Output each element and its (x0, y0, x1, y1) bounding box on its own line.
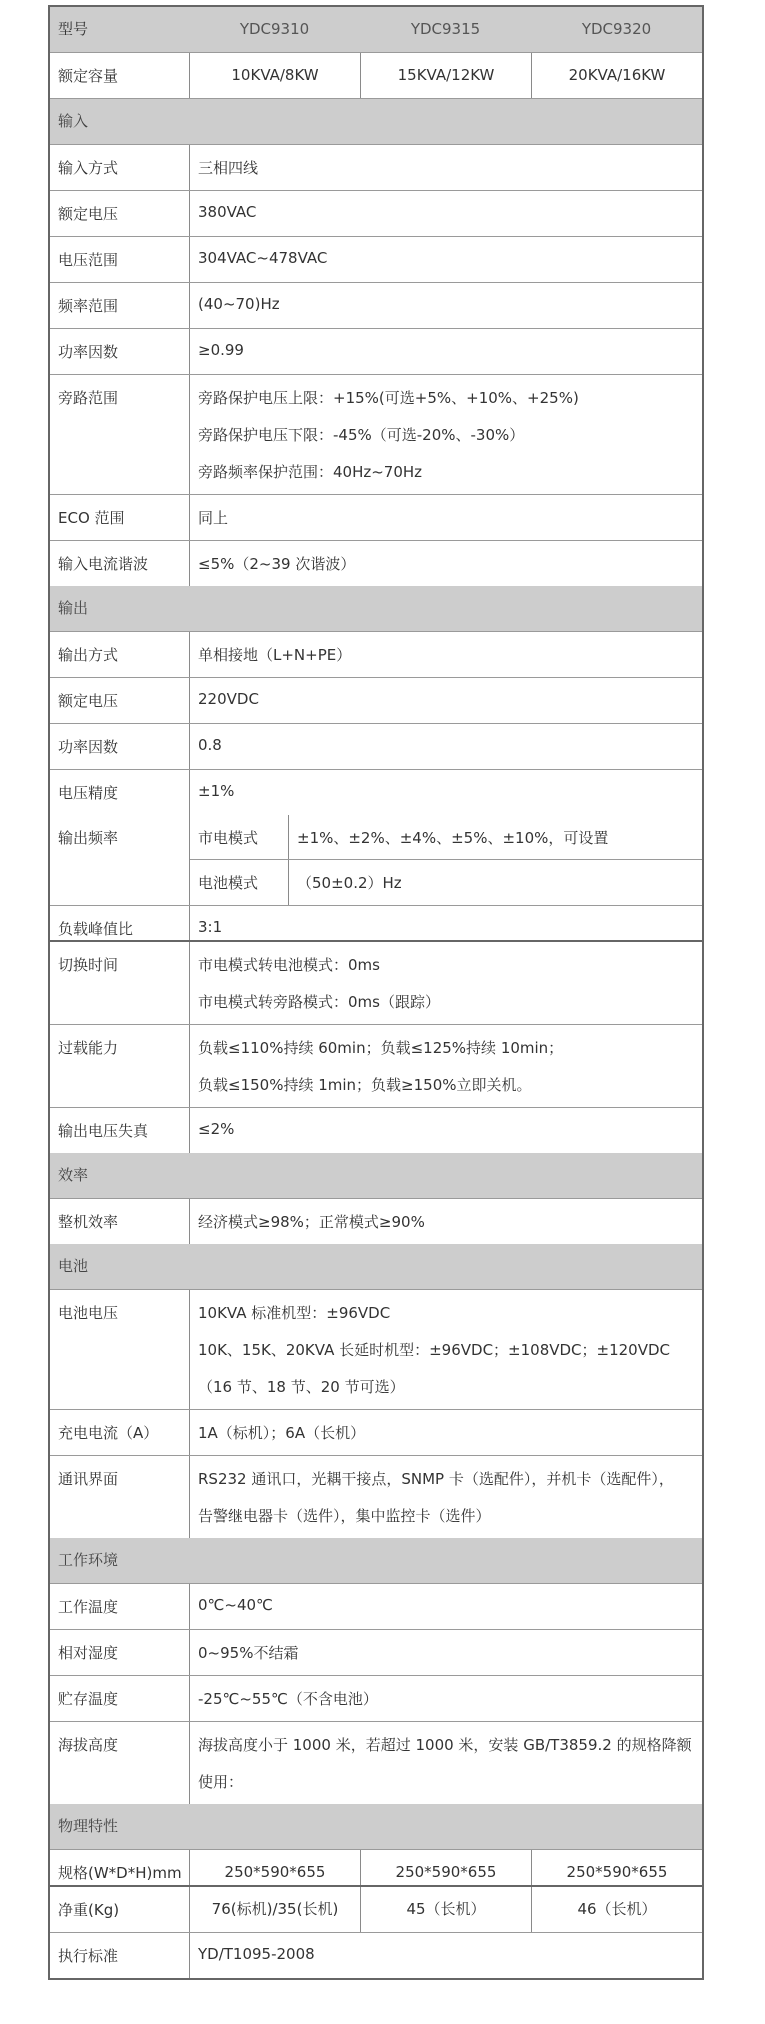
section-battery: 电池 (50, 1244, 702, 1290)
row-label: 输出电压失真 (50, 1108, 190, 1153)
row-value (190, 191, 702, 236)
row-value (190, 1722, 702, 1804)
model-name: YDC9310 (239, 20, 310, 38)
spec-table-part2 (48, 940, 704, 1895)
value-line: 10KVA 标准机型：±96VDC (198, 1304, 391, 1322)
row-label: 功率因数 (50, 329, 190, 374)
section-environment: 工作环境 (50, 1538, 702, 1584)
model-name: YDC9320 (581, 20, 652, 38)
row-value (190, 1584, 702, 1629)
row-value: YD/T1095-2008 (198, 1945, 315, 1963)
section-physical: 物理特性 (50, 1804, 702, 1850)
value-line: ≤2% (198, 1120, 235, 1138)
mode-value: ±1%、±2%、±4%、±5%、±10%，可设置 (297, 829, 609, 847)
weight-value: 45（长机） (360, 1887, 531, 1932)
row-value (190, 1630, 702, 1675)
capacity-value: 20KVA/16KW (531, 53, 702, 98)
dimension-value: 250*590*655 (360, 1850, 531, 1895)
value-line: 使用： (198, 1773, 244, 1791)
dimension-value: 250*590*655 (224, 1863, 326, 1881)
row-value (190, 1456, 702, 1538)
output-frequency-modes (190, 815, 702, 905)
row-value (190, 541, 702, 586)
mode-name: 电池模式 (190, 860, 289, 905)
row-label: 额定电压 (50, 191, 190, 236)
spec-row (50, 329, 702, 375)
row-value (190, 1199, 702, 1244)
spec-row (50, 237, 702, 283)
row-value (190, 1410, 702, 1455)
capacity-values (190, 53, 702, 98)
row-value (190, 678, 702, 723)
spec-row (50, 1630, 702, 1676)
value-line: ±1% (198, 782, 235, 800)
row-value (190, 942, 702, 1024)
value-line: 经济模式≥98%；正常模式≥90% (198, 1213, 425, 1231)
row-label: 电压精度 (50, 770, 190, 815)
spec-row (50, 1722, 702, 1804)
row-label: ECO 范围 (50, 495, 190, 540)
row-label: 贮存温度 (50, 1676, 190, 1721)
row-label: 执行标准 (50, 1933, 190, 1978)
weight-values (190, 1887, 702, 1932)
row-label: 规格(W*D*H)mm (50, 1850, 190, 1895)
row-value (190, 1108, 702, 1153)
mode-row (190, 860, 702, 905)
row-label: 输出方式 (50, 632, 190, 677)
spec-table-part1 (48, 5, 704, 951)
value-line: ≥0.99 (198, 341, 244, 359)
spec-row (50, 1108, 702, 1153)
value-line: 380VAC (198, 203, 257, 221)
row-label: 电池电压 (50, 1290, 190, 1409)
standard-row (50, 1933, 702, 1978)
value-line: 三相四线 (198, 159, 259, 177)
row-value (190, 1676, 702, 1721)
spec-row (50, 942, 702, 1025)
value-line: (40~70)Hz (198, 295, 280, 313)
model-name: YDC9315 (410, 20, 481, 38)
row-label: 频率范围 (50, 283, 190, 328)
row-label: 相对湿度 (50, 1630, 190, 1675)
spec-row (50, 145, 702, 191)
mode-row (190, 815, 702, 860)
value-line: 同上 (198, 509, 229, 527)
row-label: 海拔高度 (50, 1722, 190, 1804)
spec-row (50, 375, 702, 495)
row-label: 输出频率 (50, 815, 190, 905)
row-label: 电压范围 (50, 237, 190, 282)
row-value (190, 329, 702, 374)
value-line: 单相接地（L+N+PE） (198, 646, 352, 664)
value-line: 旁路保护电压下限：-45%（可选-20%、-30%） (198, 426, 525, 444)
spec-row (50, 632, 702, 678)
spec-row (50, 678, 702, 724)
value-line: 市电模式转电池模式：0ms (198, 956, 380, 974)
value-line: （16 节、18 节、20 节可选） (198, 1378, 405, 1396)
row-value (190, 770, 702, 815)
row-value (190, 632, 702, 677)
row-value (190, 145, 702, 190)
output-frequency-row (50, 815, 702, 906)
spec-row (50, 1290, 702, 1410)
row-value (190, 724, 702, 769)
mode-value: （50±0.2）Hz (297, 874, 402, 892)
spec-row (50, 1410, 702, 1456)
battery-rows (50, 1290, 702, 1538)
input-rows (50, 145, 702, 586)
dimension-value: 250*590*655 (531, 1850, 702, 1895)
row-label: 功率因数 (50, 724, 190, 769)
value-line: -25℃~55℃（不含电池） (198, 1690, 378, 1708)
spec-row (50, 770, 702, 815)
value-line: ≤5%（2~39 次谐波） (198, 555, 356, 573)
weight-row (50, 1887, 702, 1933)
row-value (190, 1290, 702, 1409)
value-line: 负载≤110%持续 60min；负载≤125%持续 10min； (198, 1039, 564, 1057)
value-line: 1A（标机）；6A（长机） (198, 1424, 366, 1442)
row-label: 整机效率 (50, 1199, 190, 1244)
row-value (190, 375, 702, 494)
row-value (190, 1025, 702, 1107)
row-label: 输入电流谐波 (50, 541, 190, 586)
spec-row (50, 1456, 702, 1538)
spec-row (50, 1199, 702, 1244)
capacity-row (50, 53, 702, 99)
spec-row (50, 541, 702, 586)
row-label: 工作温度 (50, 1584, 190, 1629)
value-line: 10K、15K、20KVA 长延时机型：±96VDC；±108VDC；±120VDC (198, 1341, 671, 1359)
capacity-value: 15KVA/12KW (360, 53, 531, 98)
value-line: 0~95%不结霜 (198, 1644, 299, 1662)
value-line: 0.8 (198, 736, 222, 754)
model-label: 型号 (58, 20, 89, 38)
value-line: 市电模式转旁路模式：0ms（跟踪） (198, 993, 440, 1011)
value-line: RS232 通讯口，光耦干接点，SNMP 卡（选配件），并机卡（选配件）， (198, 1470, 674, 1488)
row-label: 净重(Kg) (50, 1887, 190, 1932)
value-line: 告警继电器卡（选件），集中监控卡（选件） (198, 1507, 491, 1525)
value-line: 0℃~40℃ (198, 1596, 273, 1614)
row-value (190, 283, 702, 328)
row-label: 通讯界面 (50, 1456, 190, 1538)
row-label: 旁路范围 (50, 375, 190, 494)
output-rows (50, 632, 702, 815)
mode-name: 市电模式 (190, 815, 289, 859)
value-line: 220VDC (198, 690, 259, 708)
capacity-value: 10KVA/8KW (231, 66, 319, 84)
row-label: 充电电流（A） (50, 1410, 190, 1455)
spec-row (50, 1025, 702, 1108)
row-label: 额定电压 (50, 678, 190, 723)
spec-row (50, 1584, 702, 1630)
efficiency-rows (50, 1199, 702, 1244)
value-line: 海拔高度小于 1000 米，若超过 1000 米，安装 GB/T3859.2 的规格降额 (198, 1736, 692, 1754)
spec-table-part3 (48, 1885, 704, 1980)
section-output: 输出 (50, 586, 702, 632)
value-line: 负载≤150%持续 1min；负载≥150%立即关机。 (198, 1076, 532, 1094)
model-header-row (50, 7, 702, 53)
spec-row (50, 191, 702, 237)
section-input: 输入 (50, 99, 702, 145)
spec-row (50, 724, 702, 770)
transfer-overload-rows (50, 942, 702, 1153)
value-line: 旁路频率保护范围：40Hz~70Hz (198, 463, 423, 481)
weight-value: 76(标机)/35(长机) (211, 1900, 339, 1918)
row-value: 3:1 (198, 918, 223, 936)
row-label: 切换时间 (50, 942, 190, 1024)
row-label: 过载能力 (50, 1025, 190, 1107)
value-line: 304VAC~478VAC (198, 249, 328, 267)
value-line: 旁路保护电压上限：+15%(可选+5%、+10%、+25%) (198, 389, 579, 407)
environment-rows (50, 1584, 702, 1804)
weight-value: 46（长机） (531, 1887, 702, 1932)
row-value (190, 237, 702, 282)
row-label: 额定容量 (50, 53, 190, 98)
row-label: 输入方式 (50, 145, 190, 190)
section-efficiency: 效率 (50, 1153, 702, 1199)
row-label: 负载峰值比 (50, 906, 190, 951)
spec-row (50, 1676, 702, 1722)
spec-row (50, 495, 702, 541)
spec-row (50, 283, 702, 329)
row-value (190, 495, 702, 540)
